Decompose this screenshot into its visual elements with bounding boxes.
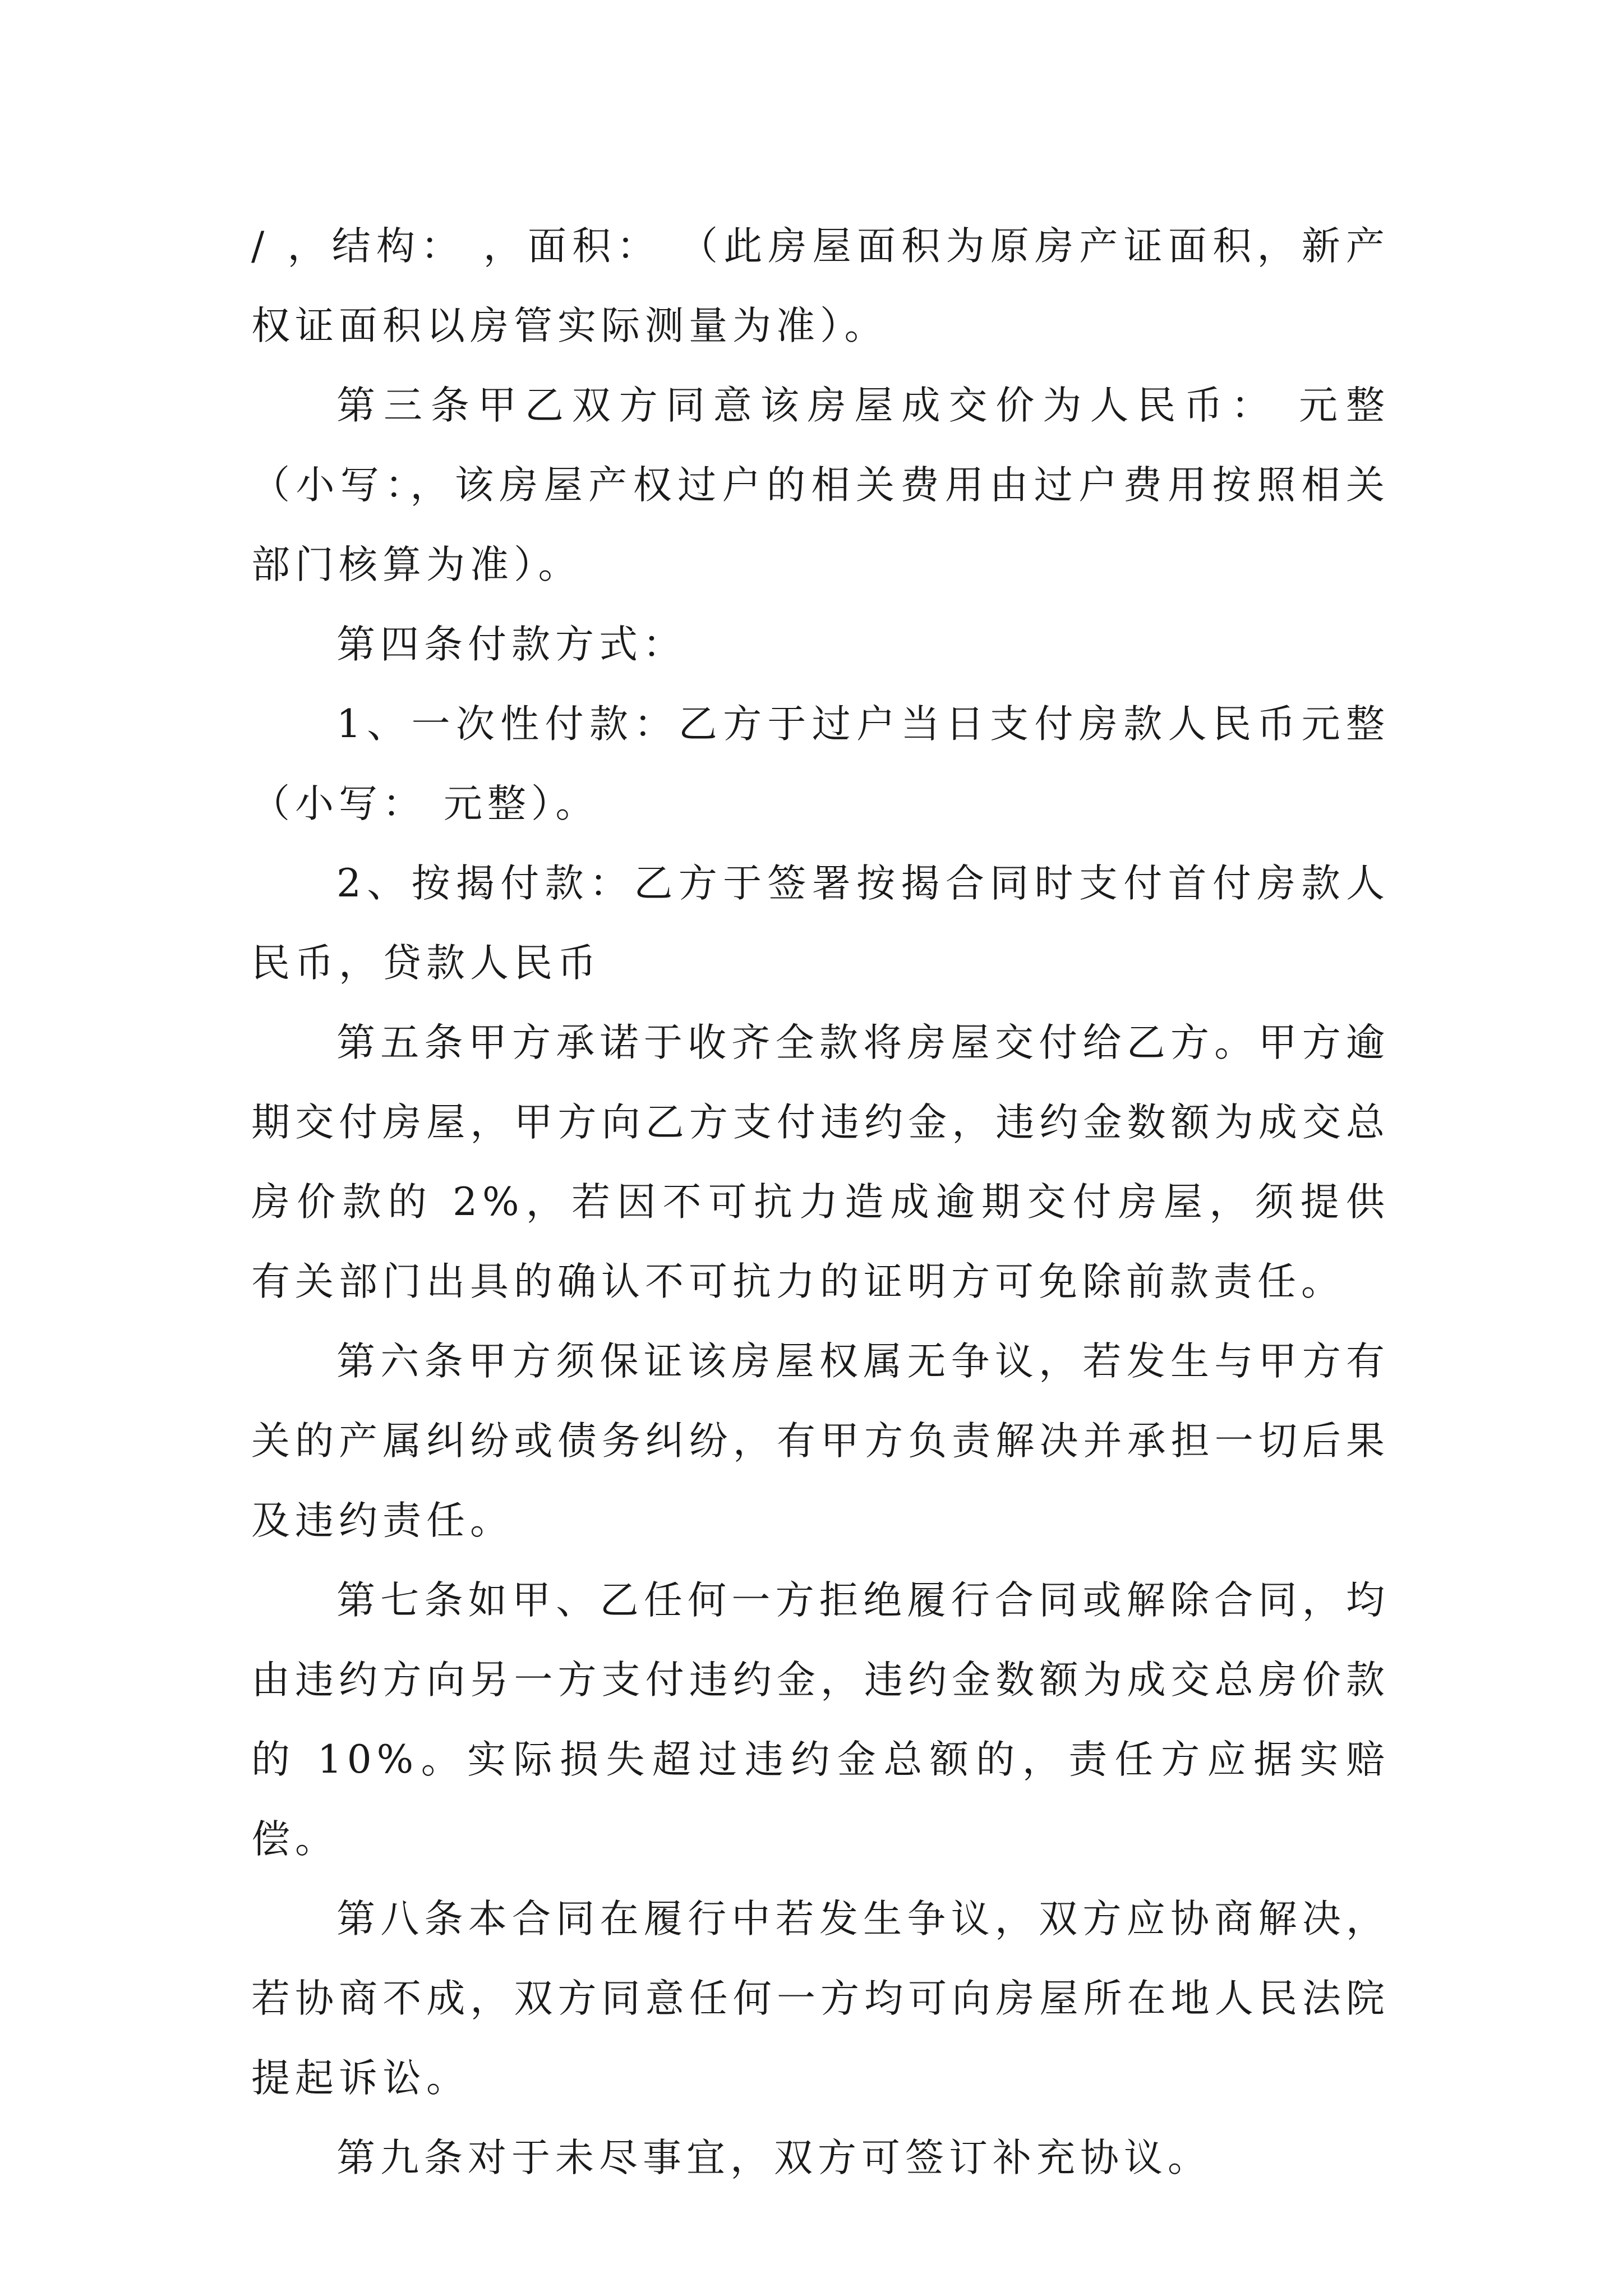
- paragraph-area-structure: / ，结构： ，面积： （此房屋面积为原房产证面积，新产权证面积以房管实际测量为准）。: [251, 224, 1390, 348]
- paragraph-article-4-item-2: 2、按揭付款：乙方于签署按揭合同时支付首付房款人民币，贷款人民币: [251, 861, 1390, 986]
- paragraph-article-4-item-1: 1、一次性付款：乙方于过户当日支付房款人民币元整（小写： 元整）。: [251, 702, 1390, 826]
- paragraph-article-6: 第六条甲方须保证该房屋权属无争议，若发生与甲方有关的产属纠纷或债务纠纷，有甲方负责解决并承担一切后果及违约责任。: [251, 1339, 1390, 1543]
- paragraph-article-5: 第五条甲方承诺于收齐全款将房屋交付给乙方。甲方逾期交付房屋，甲方向乙方支付违约金，违约金数额为成交总房价款的 2%，若因不可抗力造成逾期交付房屋，须提供有关部门出具的确认不可抗力的证明方可免除前款责任。: [251, 1020, 1390, 1304]
- document-body: [251, 206, 1390, 2198]
- paragraph-article-8: 第八条本合同在履行中若发生争议，双方应协商解决，若协商不成，双方同意任何一方均可向房屋所在地人民法院提起诉讼。: [251, 1897, 1390, 2101]
- paragraph-article-7: 第七条如甲、乙任何一方拒绝履行合同或解除合同，均由违约方向另一方支付违约金，违约金数额为成交总房价款的 10%。实际损失超过违约金总额的，责任方应据实赔偿。: [251, 1578, 1390, 1862]
- paragraph-article-9: 第九条对于未尽事宜，双方可签订补充协议。: [336, 2136, 1211, 2180]
- paragraph-article-3: 第三条甲乙双方同意该房屋成交价为人民币： 元整（小写：，该房屋产权过户的相关费用由过户费用按照相关部门核算为准）。: [251, 383, 1390, 587]
- paragraph-article-4: 第四条付款方式：: [336, 622, 686, 667]
